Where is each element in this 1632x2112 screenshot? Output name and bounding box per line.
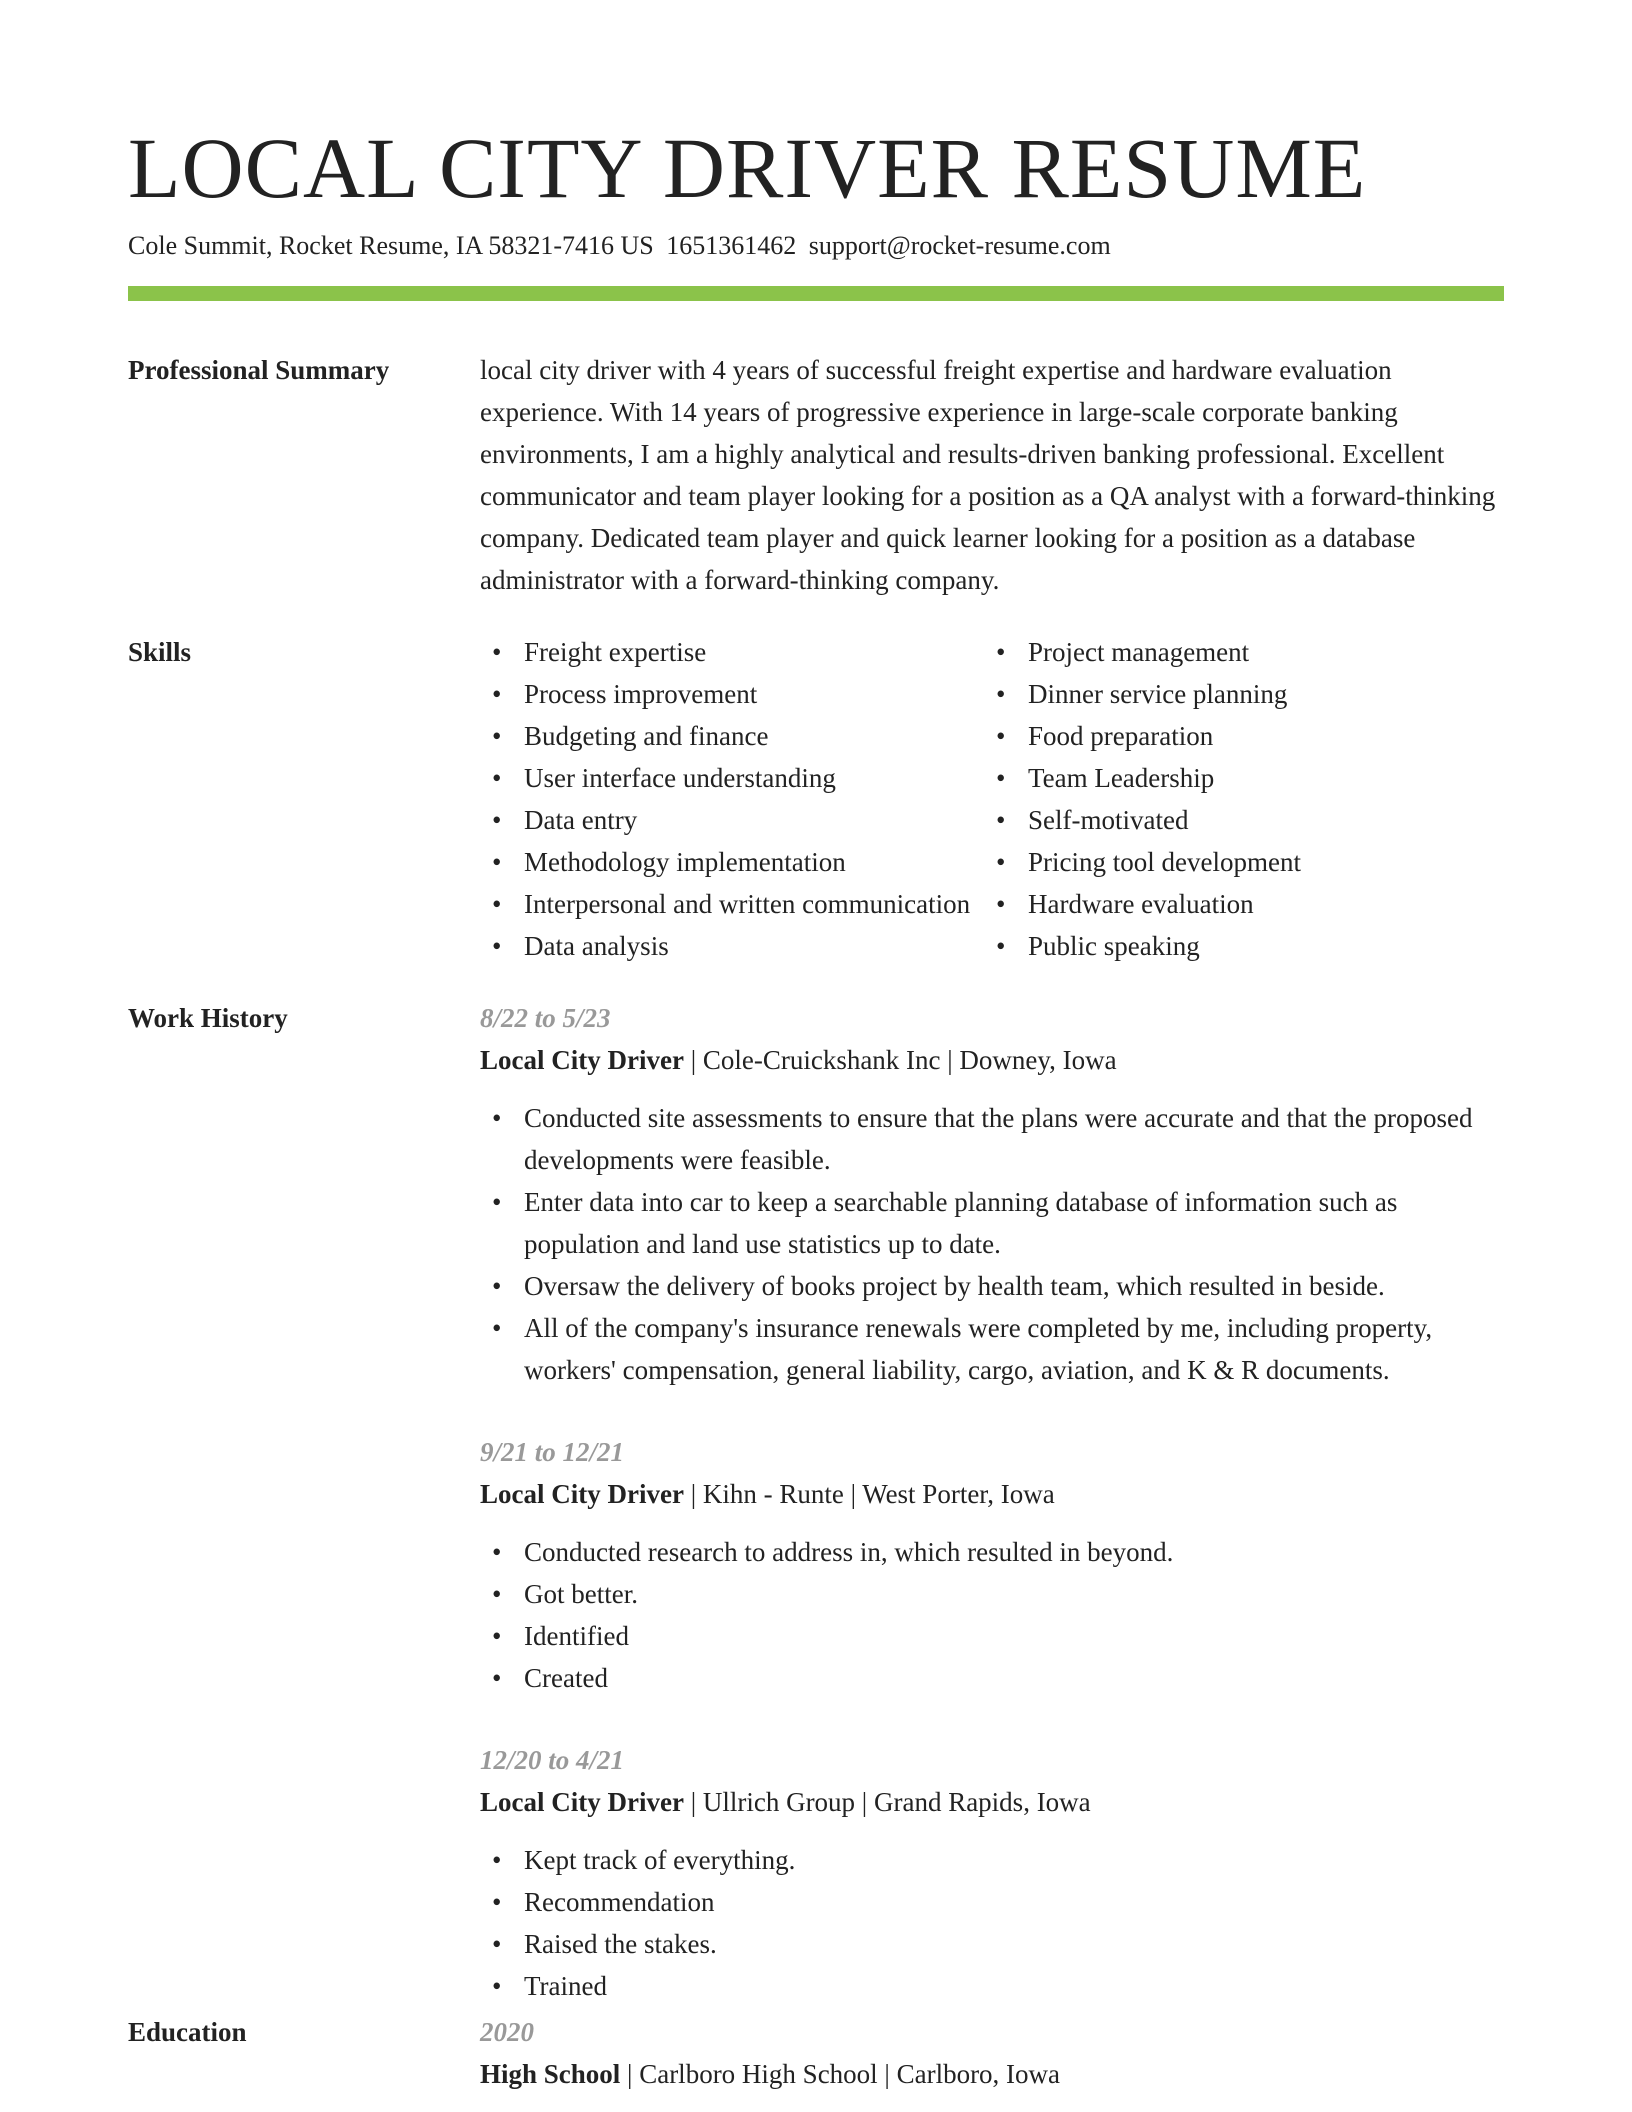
skill-item: • Food preparation [984, 715, 1488, 757]
job-date: 12/20 to 4/21 [480, 1745, 625, 1775]
resume-title: LOCAL CITY DRIVER RESUME [128, 120, 1367, 216]
job-bullet: • Created [480, 1657, 1504, 1699]
job-entry [480, 997, 1504, 1391]
job-company-location: | Ullrich Group | Grand Rapids, Iowa [683, 1787, 1091, 1817]
header-divider [128, 286, 1504, 301]
job-company-location: | Cole-Cruickshank Inc | Downey, Iowa [683, 1045, 1117, 1075]
skill-item: • Hardware evaluation [984, 883, 1488, 925]
job-title: Local City Driver [480, 1479, 684, 1509]
skill-item: • Process improvement [480, 673, 984, 715]
job-bullet: • Got better. [480, 1573, 1504, 1615]
education-details: | Carlboro High School | Carlboro, Iowa [620, 2059, 1061, 2089]
summary-text: local city driver with 4 years of successful freight expertise and hardware evaluation experience. With 14 years of progressive experience in large-scale corporate banking environments, I am a highly analytical and results-driven banking professional. Excellent communicator and team player looking for a position as a QA analyst with a forward-thinking company. Dedicated team player and quick learner looking for a position as a database administrator with a forward-thinking company. [480, 355, 1496, 595]
job-bullet: • Trained [480, 1965, 1504, 2007]
resume-header [128, 118, 1504, 264]
skill-item: • Interpersonal and written communication [480, 883, 984, 925]
job-bullet: • Oversaw the delivery of books project by health team, which resulted in beside. [480, 1265, 1504, 1307]
job-list [480, 997, 1504, 2047]
section-label-skills: Skills [128, 637, 192, 667]
job-bullet: • Identified [480, 1615, 1504, 1657]
job-role-line [480, 1473, 1504, 1515]
section-label-summary: Professional Summary [128, 355, 390, 385]
job-date: 8/22 to 5/23 [480, 1003, 611, 1033]
job-bullet-list [480, 1839, 1504, 2007]
job-entry [480, 1739, 1504, 2007]
skill-item: • Self-motivated [984, 799, 1488, 841]
skill-item: • Data analysis [480, 925, 984, 967]
job-bullet: • Conducted site assessments to ensure that the plans were accurate and that the proposed developments were feasible. [480, 1097, 1504, 1181]
education-entry [480, 2011, 1504, 2095]
education-line [480, 2053, 1504, 2095]
job-date: 9/21 to 12/21 [480, 1437, 625, 1467]
job-bullet: • Enter data into car to keep a searchable planning database of information such as population and land use statistics up to date. [480, 1181, 1504, 1265]
job-bullet-list [480, 1531, 1504, 1699]
job-bullet: • All of the company's insurance renewals were completed by me, including property, workers' compensation, general liability, cargo, aviation, and K & R documents. [480, 1307, 1504, 1391]
skill-item: • Data entry [480, 799, 984, 841]
job-bullet-list [480, 1097, 1504, 1391]
skill-item: • Project management [984, 631, 1488, 673]
education-degree: High School [480, 2059, 621, 2089]
job-entry [480, 1431, 1504, 1699]
section-label-work-history: Work History [128, 1003, 288, 1033]
skill-item: • Freight expertise [480, 631, 984, 673]
job-bullet: • Recommendation [480, 1881, 1504, 1923]
skill-item: • User interface understanding [480, 757, 984, 799]
job-role-line [480, 1039, 1504, 1081]
skill-item: • Team Leadership [984, 757, 1488, 799]
skill-item: • Dinner service planning [984, 673, 1488, 715]
education-date: 2020 [480, 2017, 534, 2047]
skills-columns [480, 631, 1504, 967]
job-role-line [480, 1781, 1504, 1823]
job-bullet: • Raised the stakes. [480, 1923, 1504, 1965]
job-company-location: | Kihn - Runte | West Porter, Iowa [683, 1479, 1055, 1509]
skill-item: • Methodology implementation [480, 841, 984, 883]
skill-item: • Public speaking [984, 925, 1488, 967]
skills-list-right [984, 631, 1488, 967]
job-bullet: • Kept track of everything. [480, 1839, 1504, 1881]
contact-email[interactable]: support@rocket-resume.com [808, 231, 1111, 260]
skill-item: • Budgeting and finance [480, 715, 984, 757]
contact-address: Cole Summit, Rocket Resume, IA 58321-7416 US [128, 231, 654, 260]
job-title: Local City Driver [480, 1787, 684, 1817]
job-bullet: • Conducted research to address in, which resulted in beyond. [480, 1531, 1504, 1573]
skills-list-left [480, 631, 984, 967]
skill-item: • Pricing tool development [984, 841, 1488, 883]
contact-phone: 1651361462 [666, 231, 797, 260]
job-title: Local City Driver [480, 1045, 684, 1075]
contact-line [128, 228, 1504, 264]
section-label-education: Education [128, 2017, 247, 2047]
